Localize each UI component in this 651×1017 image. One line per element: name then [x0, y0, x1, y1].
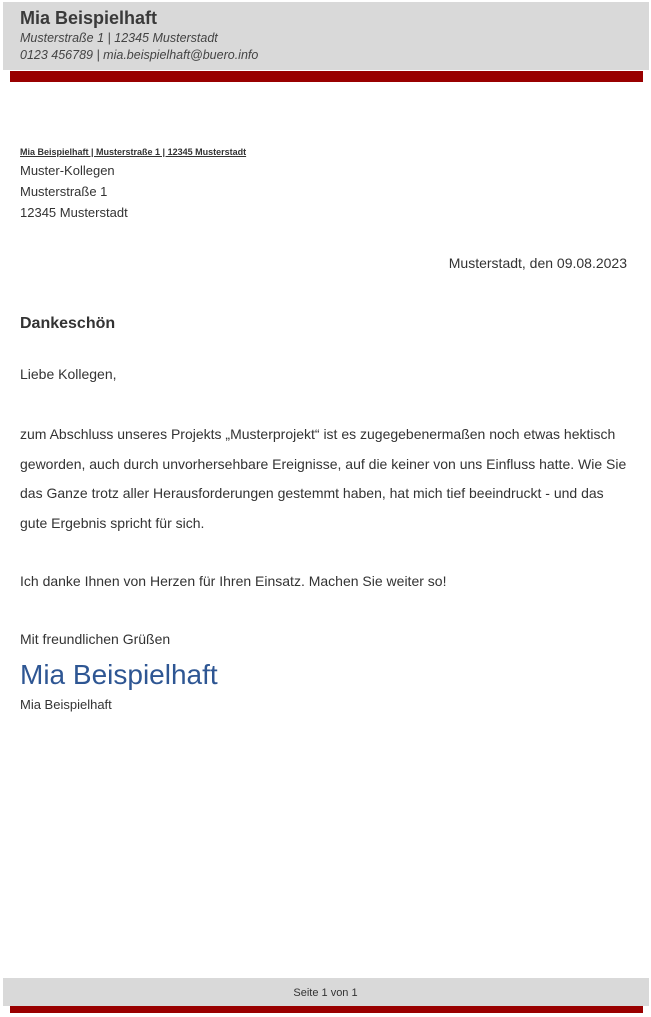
letter-salutation: Liebe Kollegen, [20, 366, 117, 382]
signature-printed-name: Mia Beispielhaft [20, 697, 112, 712]
page-number: Seite 1 von 1 [293, 987, 358, 999]
letterhead-name: Mia Beispielhaft [20, 8, 158, 28]
letter-closing: Mit freundlichen Grüßen [20, 631, 171, 647]
signature: Mia Beispielhaft [20, 659, 218, 690]
body-paragraph-1: zum Abschluss unseres Projekts „Musterprojekt“ ist es zugegebenermaßen noch etwas hektisch geworden, auch durch unvorhersehbare Ereignisse, auf die keiner von uns Einfluss hatte. Wie Sie das Ganze trotz aller Herausforderungen gestemmt haben, hat mich tief beeindruckt - und das gute Ergebnis spricht für sich. [20, 426, 627, 531]
letterhead-contact: 0123 456789 | mia.beispielhaft@buero.info [20, 48, 259, 62]
letter-date: Musterstadt, den 09.08.2023 [448, 255, 627, 271]
recipient-name: Muster-Kollegen [20, 163, 115, 178]
footer-accent-rule [10, 1006, 643, 1013]
sender-return-line: Mia Beispielhaft | Musterstraße 1 | 12345 Musterstadt [20, 147, 247, 157]
body-paragraph-2: Ich danke Ihnen von Herzen für Ihren Einsatz. Machen Sie weiter so! [20, 573, 447, 589]
recipient-city: 12345 Musterstadt [20, 205, 128, 220]
recipient-street: Musterstraße 1 [20, 184, 108, 199]
letterhead-accent-rule [10, 71, 643, 82]
letter-subject: Dankeschön [20, 315, 116, 332]
letterhead-address: Musterstraße 1 | 12345 Musterstadt [20, 31, 218, 45]
